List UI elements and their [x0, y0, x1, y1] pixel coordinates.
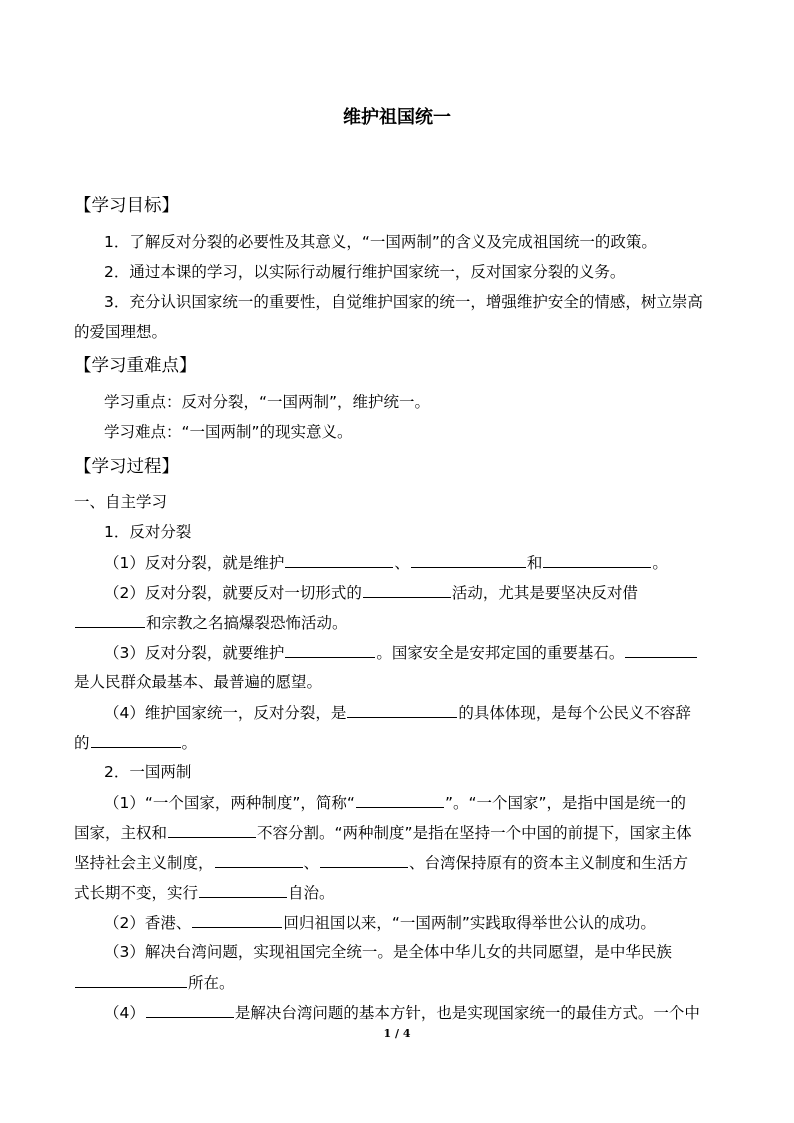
- fill-blank[interactable]: [411, 552, 526, 568]
- objective-item-3: 3．充分认识国家统一的重要性，自觉维护国家的统一，增强维护安全的情感，树立崇高: [104, 293, 703, 311]
- key-point: 学习重点：反对分裂，“一国两制”，维护统一。: [104, 393, 431, 411]
- section-heading-objectives: 【学习目标】: [74, 196, 179, 216]
- objective-item-2: 2．通过本课的学习，以实际行动履行维护国家统一，反对国家分裂的义务。: [104, 263, 626, 281]
- fill-blank[interactable]: [356, 792, 444, 808]
- objective-item-3-cont: 的爱国理想。: [74, 323, 168, 341]
- objective-item-1: 1．了解反对分裂的必要性及其意义，“一国两制”的含义及完成祖国统一的政策。: [104, 233, 657, 251]
- fill-blank[interactable]: [625, 642, 697, 658]
- question-1: （1）反对分裂，就是维护 、 和 。: [104, 554, 668, 572]
- question-2: （2）反对分裂，就要反对一切形式的 活动，尤其是要坚决反对借: [104, 584, 638, 602]
- item-r1: （1）“一个国家，两种制度”，简称“ ”。“一个国家”，是指中国是统一的: [104, 794, 687, 812]
- section-heading-key-points: 【学习重难点】: [74, 356, 197, 376]
- question-4: （4）维护国家统一，反对分裂，是 的具体体现，是每个公民义不容辞: [104, 704, 691, 722]
- item-r1-line3: 坚持社会主义制度， 、 、台湾保持原有的资本主义制度和生活方: [74, 854, 689, 872]
- fill-blank[interactable]: [347, 702, 457, 718]
- document-title: 维护祖国统一: [343, 107, 451, 128]
- fill-blank[interactable]: [285, 552, 393, 568]
- question-3: （3）反对分裂，就要维护 。国家安全是安邦定国的重要基石。: [104, 642, 698, 663]
- question-3-cont: 是人民群众最基本、最普遍的愿望。: [74, 673, 323, 691]
- subsection-self-study: 一、自主学习: [74, 493, 168, 511]
- fill-blank[interactable]: [543, 552, 651, 568]
- item-r2: （2）香港、 回归祖国以来，“一国两制”实践取得举世公认的成功。: [104, 914, 656, 932]
- item-r4: （4） 是解决台湾问题的基本方针，也是实现国家统一的最佳方式。一个中: [104, 1004, 700, 1022]
- fill-blank[interactable]: [320, 852, 408, 868]
- question-4-cont: 的 。: [74, 734, 198, 752]
- fill-blank[interactable]: [215, 852, 303, 868]
- fill-blank[interactable]: [146, 1002, 234, 1018]
- section-heading-process: 【学习过程】: [74, 457, 179, 477]
- fill-blank[interactable]: [285, 642, 375, 658]
- difficult-point: 学习难点：“一国两制”的现实意义。: [104, 423, 353, 441]
- fill-blank[interactable]: [91, 732, 181, 748]
- topic-one-country-two-systems: 2．一国两制: [104, 763, 192, 781]
- fill-blank[interactable]: [75, 612, 145, 628]
- fill-blank[interactable]: [192, 912, 282, 928]
- fill-blank[interactable]: [199, 882, 287, 898]
- item-r3-cont: 所在。: [74, 972, 235, 993]
- item-r1-line2: 国家，主权和 不容分割。“两种制度”是指在坚持一个中国的前提下，国家主体: [74, 824, 692, 842]
- topic-oppose-separatism: 1．反对分裂: [104, 523, 192, 541]
- page-number: 1 / 4: [383, 1027, 411, 1040]
- fill-blank[interactable]: [75, 972, 187, 988]
- item-r3: （3）解决台湾问题，实现祖国完全统一。是全体中华儿女的共同愿望，是中华民族: [104, 943, 672, 961]
- fill-blank[interactable]: [168, 822, 256, 838]
- fill-blank[interactable]: [363, 582, 451, 598]
- question-2-cont: 和宗教之名搞爆裂恐怖活动。: [74, 612, 348, 633]
- item-r1-line4: 式长期不变，实行 自治。: [74, 884, 335, 902]
